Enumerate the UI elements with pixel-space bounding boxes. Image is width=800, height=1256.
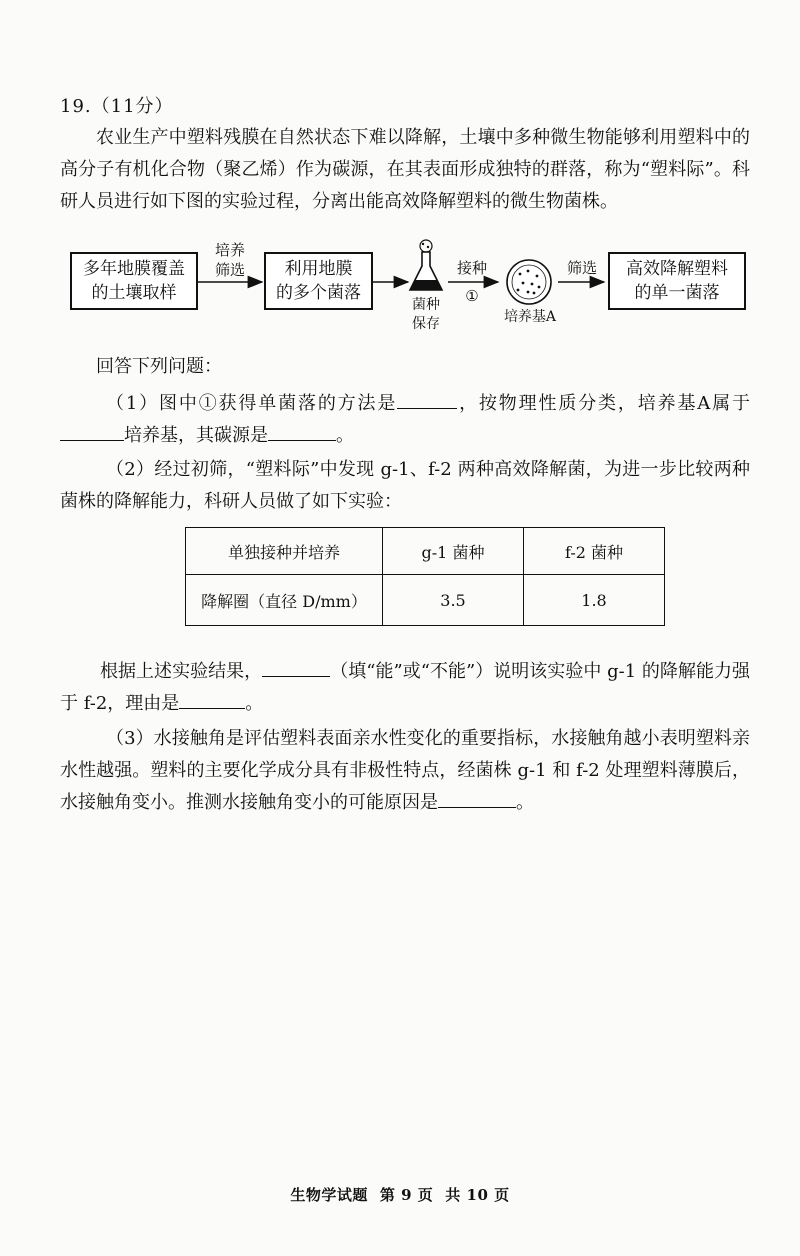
answer-blank-2[interactable] [60,422,124,441]
medium-a-label: 培养基A [503,309,557,325]
q3-text-b: 。 [516,792,534,813]
table-header-cell: 单独接种并培养 [186,528,383,575]
colonies-box [264,252,373,310]
q1-text-d: 。 [336,425,354,446]
arrow1-line2: 筛选 [214,261,245,279]
footer-subject: 生物学试题 [290,1186,368,1204]
answer-heading: 回答下列问题： [96,356,222,377]
step-marker: ① [465,287,479,305]
footer-page-number: 第 9 页 [379,1186,434,1204]
q1-text-a: （1）图中①获得单菌落的方法是 [106,393,398,414]
box3-line1: 高效降解塑料 [626,259,728,279]
question-2: （2）经过初筛，“塑料际”中发现 g-1、f-2 两种高效降解菌，为进一步比较两种菌株的降解能力，科研人员做了如下实验： [60,459,750,512]
box2-line2: 的多个菌落 [276,283,361,303]
q1-text-c: 培养基，其碳源是 [124,425,268,446]
page-footer [0,1184,800,1205]
answer-blank-3[interactable] [268,422,336,441]
table-header-row [186,528,665,575]
arrow1-line1: 培养 [214,241,245,259]
q2b-text-c: 。 [245,693,264,714]
question-header [60,92,174,118]
answer-blank-1[interactable] [397,390,457,409]
table-cell: 1.8 [524,575,665,626]
table-cell: 3.5 [383,575,524,626]
culture-screen-label [210,240,250,280]
answer-blank-5[interactable] [179,690,245,709]
q3-text-a: （3）水接触角是评估塑料表面亲水性变化的重要指标，水接触角越小表明塑料亲水性越强。塑料的主要化学成分具有非极性特点，经菌株 g-1 和 f-2 处理塑料薄膜后，水接触角变小。推测水接触角变小的可能原因是 [60,728,750,813]
box1-line2: 的土壤取样 [91,283,177,303]
inoculate-label: 接种 [456,259,487,277]
table-header-cell: f-2 菌种 [524,528,665,575]
table-cell: 降解圈（直径 D/mm） [186,575,383,626]
intro-paragraph: 农业生产中塑料残膜在自然状态下难以降解，土壤中多种微生物能够利用塑料中的高分子有机化合物（聚乙烯）作为碳源，在其表面形成独特的群落，称为“塑料际”。科研人员进行如下图的实验过程，分离出能高效降解塑料的微生物菌株。 [60,127,750,212]
petri-dish-icon [507,260,551,304]
q2b-text-a: 根据上述实验结果， [100,661,263,682]
flask-label-line2: 保存 [412,316,440,332]
degradation-table [185,527,665,626]
box1-line1: 多年地膜覆盖 [83,259,185,279]
single-colony-box [608,252,746,310]
answer-blank-6[interactable] [438,789,516,808]
flask-label-line1: 菌种 [412,297,440,313]
answer-blank-4[interactable] [262,658,330,677]
experiment-flow-diagram [68,238,748,348]
question-2-followup [60,656,750,720]
flask-icon [410,240,442,290]
soil-sample-box [70,252,198,310]
table-row [186,575,665,626]
footer-total-pages: 共 10 页 [445,1186,510,1204]
box3-line2: 的单一菌落 [634,283,720,303]
table-header-cell: g-1 菌种 [383,528,524,575]
screen-label: 筛选 [566,259,597,277]
q2b-text-b: （填“能”或“不能”）说明该实验中 g-1 的降解能力强于 f-2，理由是 [60,661,750,714]
question-points: （11分） [91,96,174,117]
strain-storage-label [408,296,444,334]
q1-text-b: ，按物理性质分类，培养基A属于 [457,393,751,414]
question-1 [60,388,750,452]
question-3 [60,723,750,819]
box2-line1: 利用地膜 [284,259,353,279]
question-number: 19. [60,96,92,117]
